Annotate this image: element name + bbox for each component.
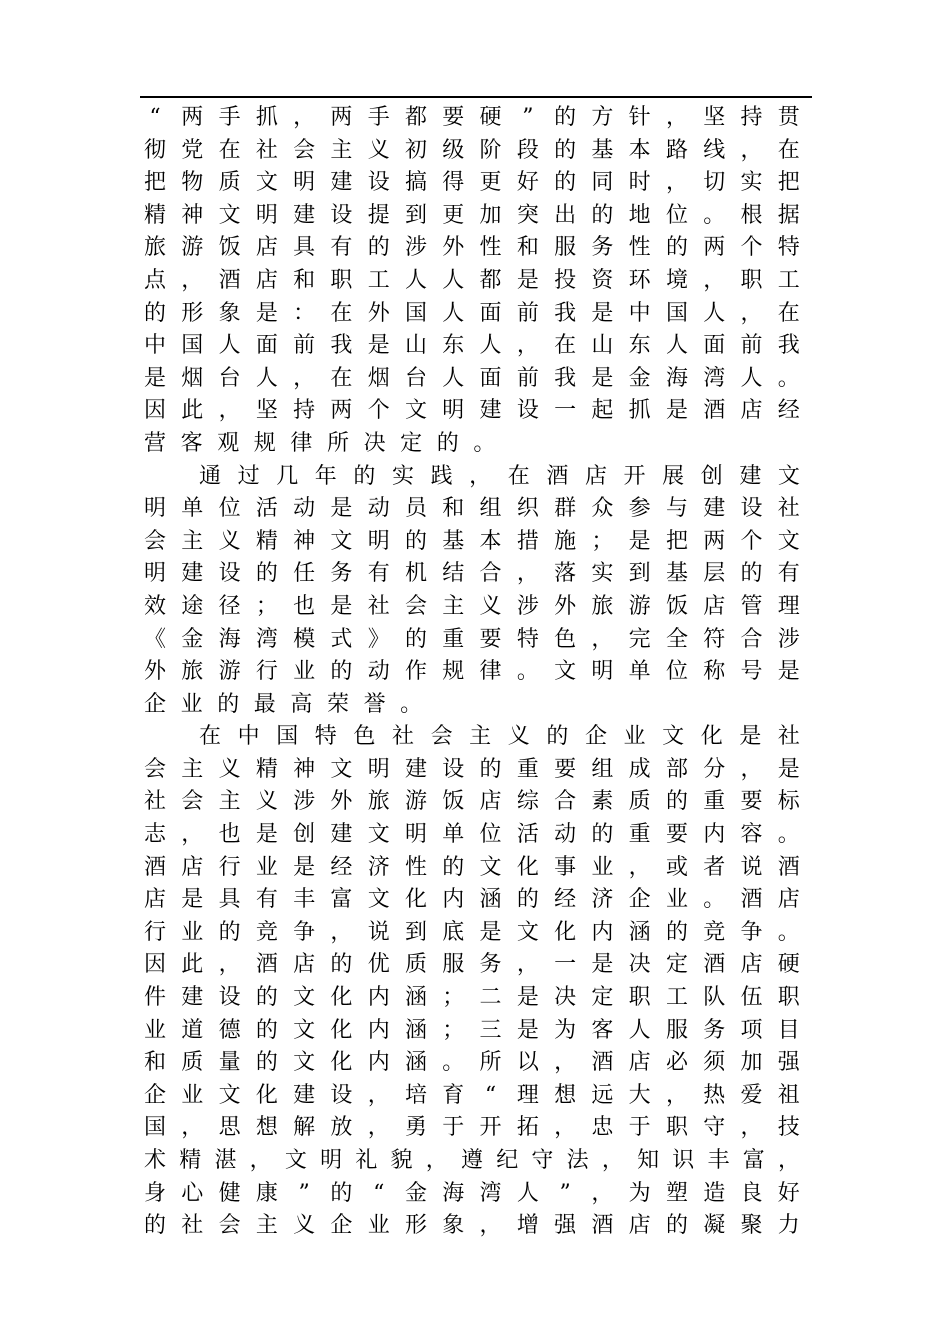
paragraph: [144, 102, 800, 461]
text-line: 件 建 设 的 文 化 内 涵 ； 二 是 决 定 职 工 队 伍 职: [144, 985, 800, 1011]
header-rule: [140, 96, 812, 98]
document-body: [144, 102, 800, 1243]
text-line: 因 此 ， 酒 店 的 优 质 服 务 ， 一 是 决 定 酒 店 硬: [144, 952, 800, 978]
text-line: 的 社 会 主 义 企 业 形 象 ， 增 强 酒 店 的 凝 聚 力: [144, 1213, 800, 1239]
text-line: 志 ， 也 是 创 建 文 明 单 位 活 动 的 重 要 内 容 。: [144, 822, 800, 848]
text-line: 效 途 径 ； 也 是 社 会 主 义 涉 外 旅 游 饭 店 管 理: [144, 593, 800, 619]
text-line: 身 心 健 康 ” 的 “ 金 海 湾 人 ” ， 为 塑 造 良 好: [144, 1180, 800, 1206]
text-line: 中 国 人 面 前 我 是 山 东 人 ， 在 山 东 人 面 前 我: [144, 333, 800, 359]
paragraph: [144, 461, 800, 722]
text-line: 店 是 具 有 丰 富 文 化 内 涵 的 经 济 企 业 。 酒 店: [144, 887, 800, 913]
text-line: 的 形 象 是 ： 在 外 国 人 面 前 我 是 中 国 人 ， 在: [144, 300, 800, 326]
text-line: 因 此 ， 坚 持 两 个 文 明 建 设 一 起 抓 是 酒 店 经: [144, 398, 800, 424]
text-line: 在 中 国 特 色 社 会 主 义 的 企 业 文 化 是 社: [199, 724, 800, 750]
text-line: 社 会 主 义 涉 外 旅 游 饭 店 综 合 素 质 的 重 要 标: [144, 789, 800, 815]
text-line: 明 建 设 的 任 务 有 机 结 合 ， 落 实 到 基 层 的 有: [144, 561, 800, 587]
text-line: 通 过 几 年 的 实 践 ， 在 酒 店 开 展 创 建 文: [199, 463, 800, 489]
text-line: 是 烟 台 人 ， 在 烟 台 人 面 前 我 是 金 海 湾 人 。: [144, 365, 800, 391]
text-line: 把 物 质 文 明 建 设 搞 得 更 好 的 同 时 ， 切 实 把: [144, 170, 800, 196]
text-line: 业 道 德 的 文 化 内 涵 ； 三 是 为 客 人 服 务 项 目: [144, 1017, 800, 1043]
text-line: 企 业 的 最 高 荣 誉 。: [144, 691, 423, 717]
text-line: 会 主 义 精 神 文 明 的 基 本 措 施 ； 是 把 两 个 文: [144, 528, 800, 554]
text-line: 旅 游 饭 店 具 有 的 涉 外 性 和 服 务 性 的 两 个 特: [144, 235, 800, 261]
text-line: 酒 店 行 业 是 经 济 性 的 文 化 事 业 ， 或 者 说 酒: [144, 854, 800, 880]
text-line: 会 主 义 精 神 文 明 建 设 的 重 要 组 成 部 分 ， 是: [144, 756, 800, 782]
text-line: 行 业 的 竞 争 ， 说 到 底 是 文 化 内 涵 的 竞 争 。: [144, 919, 800, 945]
text-line: 营 客 观 规 律 所 决 定 的 。: [144, 430, 496, 456]
text-line: “ 两 手 抓 ， 两 手 都 要 硬 ” 的 方 针 ， 坚 持 贯: [149, 105, 800, 130]
text-line: 和 质 量 的 文 化 内 涵 。 所 以 ， 酒 店 必 须 加 强: [144, 1050, 800, 1076]
text-line: 《 金 海 湾 模 式 》 的 重 要 特 色 ， 完 全 符 合 涉: [144, 626, 800, 652]
text-line: 点 ， 酒 店 和 职 工 人 人 都 是 投 资 环 境 ， 职 工: [144, 267, 800, 293]
text-line: 明 单 位 活 动 是 动 员 和 组 织 群 众 参 与 建 设 社: [144, 496, 800, 522]
text-line: 外 旅 游 行 业 的 动 作 规 律 。 文 明 单 位 称 号 是: [144, 659, 800, 685]
text-line: 术 精 湛 ， 文 明 礼 貌 ， 遵 纪 守 法 ， 知 识 丰 富 ，: [144, 1148, 800, 1173]
text-line: 彻 党 在 社 会 主 义 初 级 阶 段 的 基 本 路 线 ， 在: [144, 137, 800, 163]
text-line: 国 ， 思 想 解 放 ， 勇 于 开 拓 ， 忠 于 职 守 ， 技: [144, 1115, 800, 1141]
text-line: 精 神 文 明 建 设 提 到 更 加 突 出 的 地 位 。 根 据: [144, 202, 800, 228]
text-line: 企 业 文 化 建 设 ， 培 育 “ 理 想 远 大 ， 热 爱 祖: [144, 1082, 800, 1108]
paragraph: [144, 721, 800, 1243]
